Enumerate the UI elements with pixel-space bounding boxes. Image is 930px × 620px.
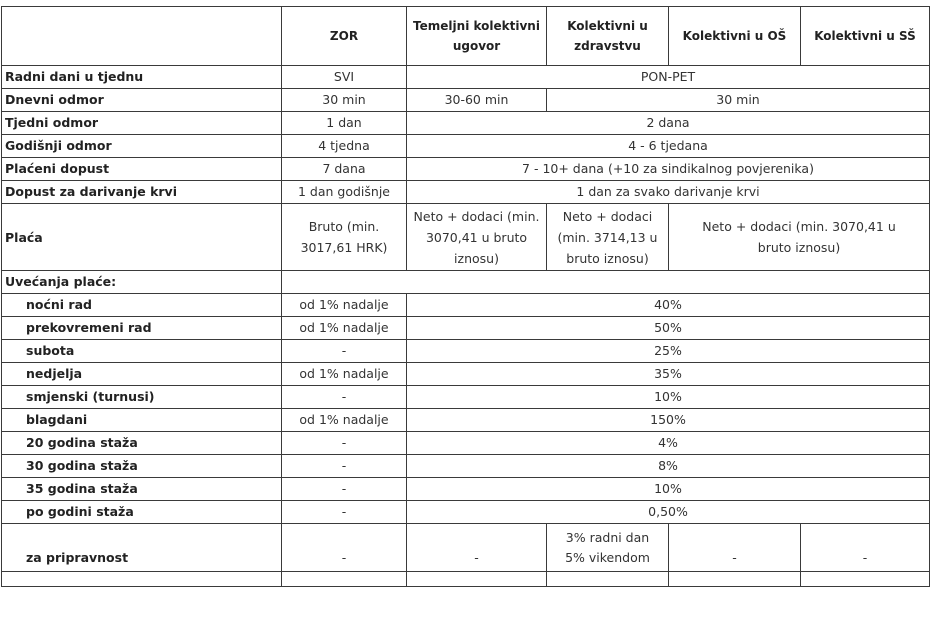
cell-others: 1 dan za svako darivanje krvi xyxy=(407,181,930,204)
cell-zor: - xyxy=(282,386,407,409)
row-label: subota xyxy=(2,340,282,363)
cell-others: 40% xyxy=(407,294,930,317)
cell-zor: od 1% nadalje xyxy=(282,409,407,432)
header-row xyxy=(2,7,930,66)
header-tku: Temeljni kolektivni ugovor xyxy=(407,7,547,66)
table-row xyxy=(2,66,930,89)
header-empty xyxy=(2,7,282,66)
table-row xyxy=(2,204,930,271)
table-row-partial xyxy=(2,572,930,587)
table-row xyxy=(2,524,930,572)
row-label: Plaćeni dopust xyxy=(2,158,282,181)
cell-others: 25% xyxy=(407,340,930,363)
cell-zdravstvo: Neto + dodaci (min. 3714,13 u bruto iznosu) xyxy=(547,204,669,271)
table-row xyxy=(2,317,930,340)
row-label: prekovremeni rad xyxy=(2,317,282,340)
cell-others: 0,50% xyxy=(407,501,930,524)
cell-empty xyxy=(407,572,547,587)
row-label: 20 godina staža xyxy=(2,432,282,455)
cell-others: 4% xyxy=(407,432,930,455)
cell-others: 10% xyxy=(407,478,930,501)
cell-others: 150% xyxy=(407,409,930,432)
table-row xyxy=(2,181,930,204)
row-label: smjenski (turnusi) xyxy=(2,386,282,409)
cell-zor: Bruto (min. 3017,61 HRK) xyxy=(282,204,407,271)
cell-others: 8% xyxy=(407,455,930,478)
cell-zor: 7 dana xyxy=(282,158,407,181)
table-row xyxy=(2,158,930,181)
cell-zdravstvo xyxy=(547,524,669,572)
cell-zor: SVI xyxy=(282,66,407,89)
table-row xyxy=(2,340,930,363)
cell-tku: - xyxy=(407,524,547,572)
cell-zor: - xyxy=(282,455,407,478)
cell-zor: - xyxy=(282,501,407,524)
zdravstvo-line-1: 3% radni dan xyxy=(565,529,650,545)
cell-empty xyxy=(282,271,930,294)
cell-others: 4 - 6 tjedana xyxy=(407,135,930,158)
table-row xyxy=(2,135,930,158)
cell-tku: Neto + dodaci (min. 3070,41 u bruto iznosu) xyxy=(407,204,547,271)
table-row xyxy=(2,478,930,501)
row-label: Godišnji odmor xyxy=(2,135,282,158)
row-label: po godini staža xyxy=(2,501,282,524)
cell-zor: - xyxy=(282,432,407,455)
row-label: za pripravnost xyxy=(2,524,282,572)
row-label: Uvećanja plaće: xyxy=(2,271,282,294)
header-zor: ZOR xyxy=(282,7,407,66)
row-label: nedjelja xyxy=(2,363,282,386)
table-row xyxy=(2,455,930,478)
cell-zor: - xyxy=(282,340,407,363)
cell-others: 50% xyxy=(407,317,930,340)
cell-others: 35% xyxy=(407,363,930,386)
cell-empty xyxy=(669,572,801,587)
row-label: Radni dani u tjednu xyxy=(2,66,282,89)
cell-ss: - xyxy=(801,524,930,572)
row-label: 30 godina staža xyxy=(2,455,282,478)
table-row xyxy=(2,386,930,409)
row-label: Tjedni odmor xyxy=(2,112,282,135)
cell-zor: - xyxy=(282,524,407,572)
cell-zor: od 1% nadalje xyxy=(282,294,407,317)
row-label: 35 godina staža xyxy=(2,478,282,501)
cell-empty xyxy=(282,572,407,587)
row-label: noćni rad xyxy=(2,294,282,317)
cell-empty xyxy=(2,572,282,587)
cell-zor: 1 dan xyxy=(282,112,407,135)
header-zdravstvo: Kolektivni u zdravstvu xyxy=(547,7,669,66)
cell-others: 7 - 10+ dana (+10 za sindikalnog povjerenika) xyxy=(407,158,930,181)
cell-empty xyxy=(547,572,669,587)
table-row xyxy=(2,432,930,455)
cell-zor: 4 tjedna xyxy=(282,135,407,158)
row-label: Dopust za darivanje krvi xyxy=(2,181,282,204)
cell-zor: 1 dan godišnje xyxy=(282,181,407,204)
table-row xyxy=(2,89,930,112)
zdravstvo-line-2: 5% vikendom xyxy=(565,549,650,565)
cell-others: 10% xyxy=(407,386,930,409)
cell-zor: - xyxy=(282,478,407,501)
cell-others: 2 dana xyxy=(407,112,930,135)
cell-others: 30 min xyxy=(547,89,930,112)
row-label: Dnevni odmor xyxy=(2,89,282,112)
comparison-table xyxy=(1,6,930,587)
header-os: Kolektivni u OŠ xyxy=(669,7,801,66)
header-ss: Kolektivni u SŠ xyxy=(801,7,930,66)
table-row xyxy=(2,409,930,432)
row-label: Plaća xyxy=(2,204,282,271)
cell-others: PON-PET xyxy=(407,66,930,89)
cell-tku: 30-60 min xyxy=(407,89,547,112)
table-row xyxy=(2,271,930,294)
cell-empty xyxy=(801,572,930,587)
cell-zor: od 1% nadalje xyxy=(282,363,407,386)
row-label: blagdani xyxy=(2,409,282,432)
cell-zor: 30 min xyxy=(282,89,407,112)
cell-skole: Neto + dodaci (min. 3070,41 u bruto iznosu) xyxy=(669,204,930,271)
cell-zor: od 1% nadalje xyxy=(282,317,407,340)
table-row xyxy=(2,363,930,386)
table-row xyxy=(2,501,930,524)
table-row xyxy=(2,294,930,317)
table-row xyxy=(2,112,930,135)
cell-os: - xyxy=(669,524,801,572)
